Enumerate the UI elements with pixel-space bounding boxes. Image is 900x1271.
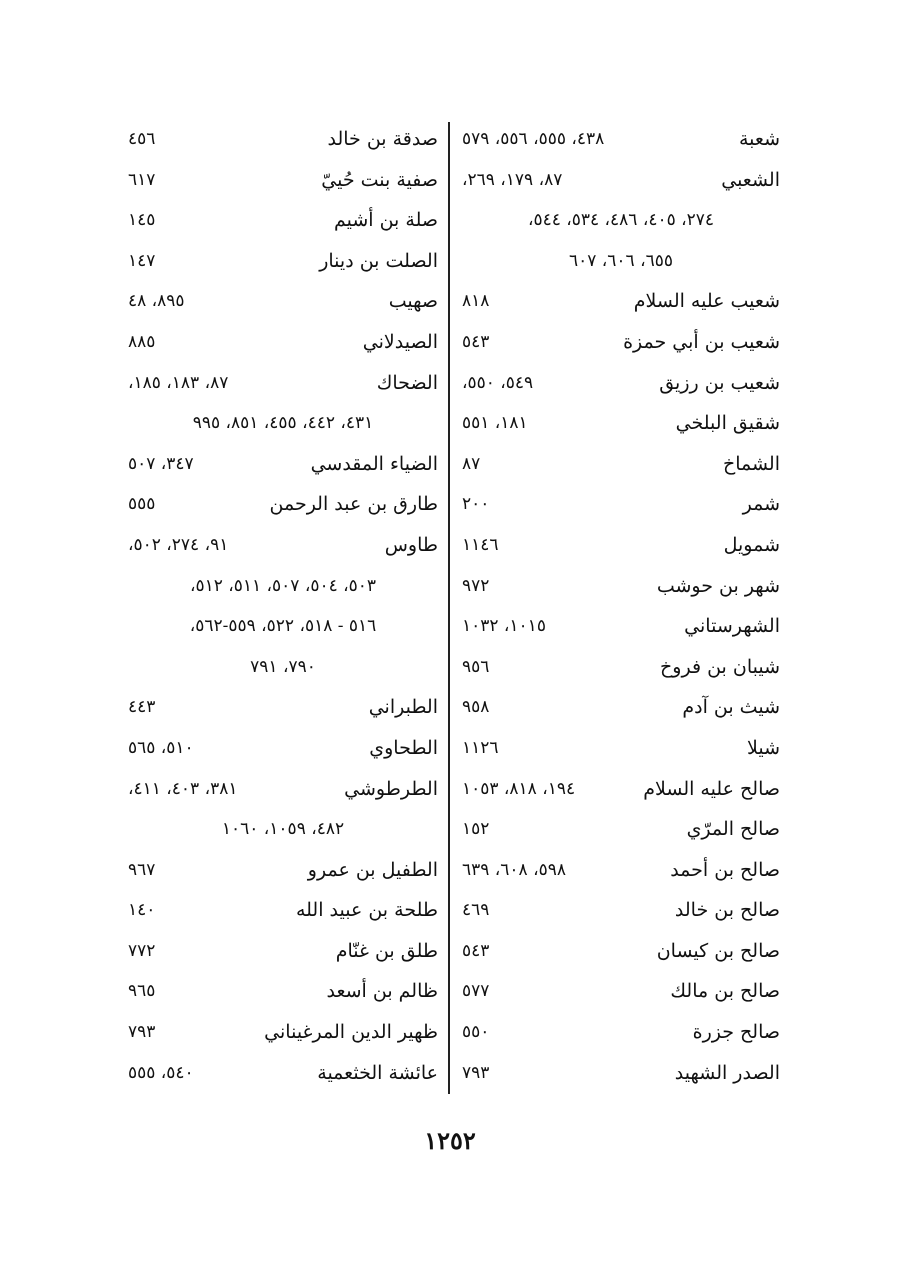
entry-pages: ٤٨٢، ١٠٥٩، ١٠٦٠ — [221, 819, 345, 840]
entry-pages: ٤٣١، ٤٤٢، ٤٥٥، ٨٥١، ٩٩٥ — [192, 413, 374, 434]
index-entry — [128, 241, 438, 282]
entry-pages: ٧٧٢ — [128, 940, 156, 961]
entry-name: شمويل — [723, 533, 780, 556]
index-entry — [128, 931, 438, 972]
index-entry-continuation — [128, 566, 438, 607]
entry-pages: ٥٤٩، ٥٥٠، — [462, 372, 534, 393]
entry-name: الضحاك — [376, 371, 438, 394]
entry-name: طارق بن عبد الرحمن — [269, 493, 438, 516]
index-entry-continuation — [128, 809, 438, 850]
index-entry — [462, 687, 780, 728]
entry-pages: ٢٠٠ — [462, 494, 490, 515]
index-entry — [128, 1053, 438, 1094]
entry-name: الطحاوي — [369, 736, 438, 759]
index-entry — [462, 160, 780, 201]
entry-pages: ٥٥٥ — [128, 494, 156, 515]
page-number: ١٢٥٢ — [424, 1126, 476, 1155]
entry-name: الصلت بن دينار — [319, 249, 438, 272]
index-entry — [462, 119, 780, 160]
entry-pages: ٥١٠، ٥٦٥ — [128, 737, 194, 758]
entry-name: شعبة — [738, 128, 780, 150]
index-entry-continuation — [462, 200, 780, 241]
entry-pages: ٤٤٣ — [128, 697, 156, 718]
column-divider — [448, 122, 450, 1094]
index-entry — [128, 119, 438, 160]
index-entry — [128, 728, 438, 769]
entry-pages: ٧٩٣ — [128, 1022, 156, 1043]
index-entry — [128, 160, 438, 201]
entry-pages: ٩١، ٢٧٤، ٥٠٢، — [128, 534, 229, 555]
entry-pages: ١١٤٦ — [462, 534, 499, 555]
index-entry — [128, 769, 438, 810]
entry-name: شهر بن حوشب — [656, 574, 780, 597]
index-entry — [128, 484, 438, 525]
entry-pages: ١٥٢ — [462, 819, 490, 840]
entry-pages: ٤٥٦ — [128, 129, 156, 149]
entry-name: طلق بن غنّام — [335, 939, 438, 962]
entry-name: الطبراني — [368, 696, 438, 719]
entry-pages: ٣٨١، ٤٠٣، ٤١١، — [128, 778, 238, 799]
entry-name: طلحة بن عبيد الله — [295, 899, 438, 922]
index-entry — [462, 809, 780, 850]
entry-pages: ٥٤٠، ٥٥٥ — [128, 1062, 194, 1083]
entry-name: شيث بن آدم — [682, 696, 780, 719]
entry-name: صالح بن مالك — [670, 980, 780, 1003]
entry-name: الطرطوشي — [344, 777, 438, 800]
index-entry — [462, 647, 780, 688]
entry-name: عائشة الخثعمية — [317, 1061, 438, 1084]
entry-pages: ٩٥٨ — [462, 697, 490, 718]
index-column-right — [462, 119, 780, 1093]
entry-name: الشعبي — [721, 168, 780, 191]
index-entry-continuation — [462, 241, 780, 282]
entry-name: صالح بن خالد — [674, 899, 780, 922]
index-entry — [462, 322, 780, 363]
index-entry — [462, 1012, 780, 1053]
entry-pages: ٩٦٧ — [128, 859, 156, 880]
entry-name: شقيق البلخي — [675, 412, 780, 435]
index-entry — [128, 890, 438, 931]
index-entry — [128, 850, 438, 891]
entry-pages: ٥٥٠ — [462, 1022, 490, 1043]
entry-name: ظالم بن أسعد — [326, 980, 438, 1003]
index-entry — [462, 281, 780, 322]
entry-name: شيلا — [747, 736, 780, 759]
entry-pages: ١٩٤، ٨١٨، ١٠٥٣ — [462, 778, 576, 799]
index-entry — [462, 525, 780, 566]
index-entry — [128, 1012, 438, 1053]
entry-pages: ٧٩٣ — [462, 1062, 490, 1083]
index-entry — [462, 444, 780, 485]
entry-pages: ٤٣٨، ٥٥٥، ٥٥٦، ٥٧٩ — [462, 129, 605, 149]
entry-pages: ٥٠٣، ٥٠٤، ٥٠٧، ٥١١، ٥١٢، — [189, 575, 377, 596]
entry-pages: ٩٥٦ — [462, 656, 490, 677]
entry-pages: ٢٧٤، ٤٠٥، ٤٨٦، ٥٣٤، ٥٤٤، — [527, 210, 715, 231]
index-entry — [462, 1053, 780, 1094]
index-entry — [462, 850, 780, 891]
index-column-left — [128, 119, 438, 1093]
entry-name: شعيب بن أبي حمزة — [623, 330, 780, 353]
entry-pages: ٧٩٠، ٧٩١ — [250, 656, 316, 677]
index-entry — [462, 971, 780, 1012]
entry-name: صدقة بن خالد — [327, 128, 438, 150]
index-entry — [128, 444, 438, 485]
entry-name: شعيب بن رزيق — [659, 371, 780, 394]
index-entry-continuation — [128, 606, 438, 647]
index-entry — [462, 403, 780, 444]
entry-pages: ١٤٧ — [128, 250, 156, 271]
entry-pages: ١٠١٥، ١٠٣٢ — [462, 616, 546, 637]
entry-pages: ٥٧٧ — [462, 981, 490, 1002]
entry-pages: ٦١٧ — [128, 169, 156, 190]
entry-pages: ٥٤٣ — [462, 331, 490, 352]
entry-name: الصيدلاني — [362, 330, 438, 353]
entry-pages: ٥٩٨، ٦٠٨، ٦٣٩ — [462, 859, 566, 880]
entry-name: الشماخ — [722, 452, 780, 475]
index-entry — [462, 769, 780, 810]
index-entry — [462, 606, 780, 647]
index-entry-continuation — [128, 403, 438, 444]
index-entry — [128, 687, 438, 728]
entry-pages: ١٨١، ٥٥١ — [462, 413, 528, 434]
index-entry — [462, 890, 780, 931]
index-entry — [462, 484, 780, 525]
entry-name: الضياء المقدسي — [310, 452, 438, 475]
index-entry-continuation — [128, 647, 438, 688]
entry-pages: ٣٤٧، ٥٠٧ — [128, 453, 194, 474]
index-entry — [128, 525, 438, 566]
entry-name: صلة بن أشيم — [333, 209, 438, 232]
entry-name: شمر — [742, 493, 780, 516]
entry-pages: ٤٦٩ — [462, 900, 490, 921]
index-entry — [128, 363, 438, 404]
entry-pages: ٨٧، ١٧٩، ٢٦٩، — [462, 169, 563, 190]
entry-pages: ٩٦٥ — [128, 981, 156, 1002]
index-entry — [462, 728, 780, 769]
entry-name: شعيب عليه السلام — [633, 290, 780, 313]
entry-pages: ٨٩٥، ٤٨ — [128, 291, 185, 312]
entry-pages: ٨٧، ١٨٣، ١٨٥، — [128, 372, 229, 393]
entry-pages: ٨١٨ — [462, 291, 490, 312]
entry-name: صالح بن كيسان — [656, 939, 780, 962]
entry-name: صالح المرّي — [686, 818, 780, 841]
entry-pages: ٩٧٢ — [462, 575, 490, 596]
entry-name: صفية بنت حُييّ — [321, 168, 438, 191]
entry-pages: ٨٧ — [462, 453, 481, 474]
entry-name: طاوس — [384, 533, 438, 556]
index-entry — [462, 363, 780, 404]
entry-pages: ١١٢٦ — [462, 737, 499, 758]
index-entry — [128, 281, 438, 322]
entry-pages: ٨٨٥ — [128, 331, 156, 352]
index-entry — [128, 971, 438, 1012]
entry-name: الطفيل بن عمرو — [307, 858, 438, 881]
entry-name: صالح جزرة — [692, 1021, 780, 1044]
entry-name: شيبان بن فروخ — [660, 655, 780, 678]
entry-pages: ٥٤٣ — [462, 940, 490, 961]
index-entry — [128, 200, 438, 241]
entry-name: صالح عليه السلام — [643, 777, 780, 800]
index-entry — [462, 931, 780, 972]
entry-name: صهيب — [388, 290, 438, 313]
entry-name: صالح بن أحمد — [670, 858, 780, 881]
entry-name: الشهرستاني — [684, 615, 780, 638]
index-entry — [128, 322, 438, 363]
entry-pages: ٥١٦ - ٥١٨، ٥٢٢، ٥٥٩-٥٦٢، — [189, 616, 377, 637]
entry-pages: ١٤٠ — [128, 900, 156, 921]
index-entry — [462, 566, 780, 607]
entry-pages: ٦٥٥، ٦٠٦، ٦٠٧ — [569, 250, 673, 271]
entry-name: ظهير الدين المرغيناني — [264, 1021, 438, 1044]
entry-pages: ١٤٥ — [128, 210, 156, 231]
entry-name: الصدر الشهيد — [674, 1061, 780, 1084]
